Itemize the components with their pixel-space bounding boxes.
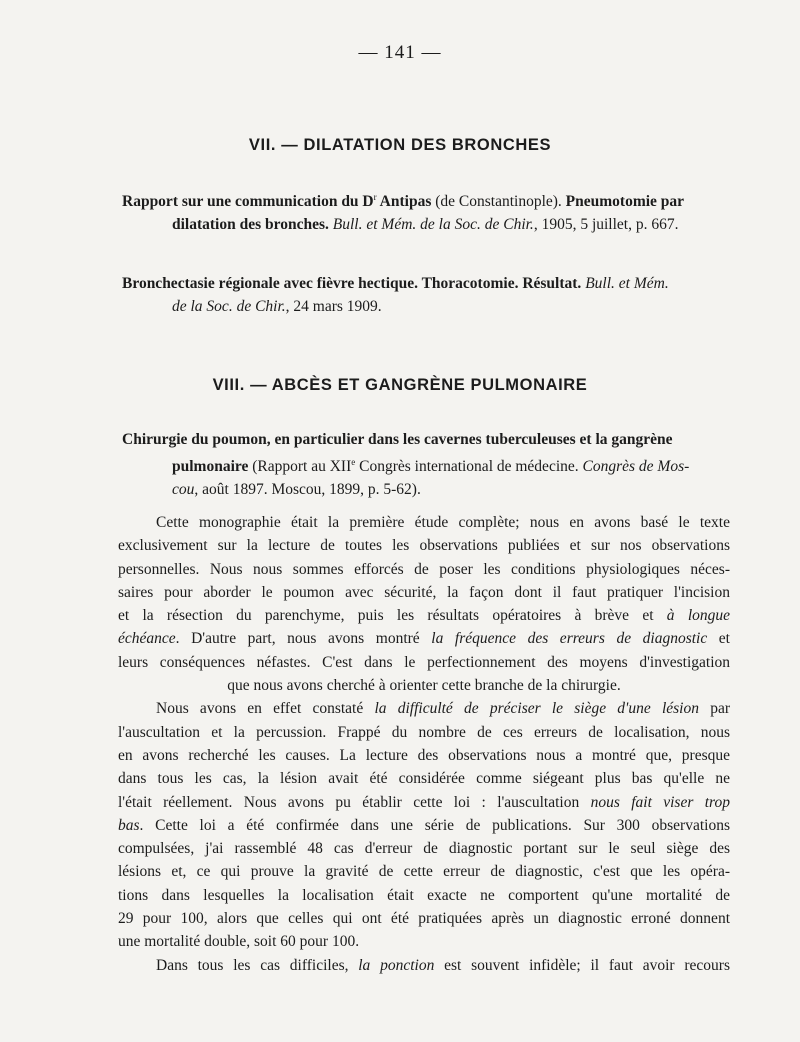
paragraph-line <box>118 954 730 977</box>
paragraph-line: 29 pour 100, alors que celles qui ont été pratiquées après un diagnostic erroné donnent <box>118 910 730 928</box>
paragraph-line: lésions et, ce qui prouve la gravité de cette erreur de diagnostic, c'est que les opéra- <box>118 863 730 881</box>
reference-antipas <box>122 186 732 236</box>
emphasis: la fréquence des erreurs de diagnostic <box>431 630 708 648</box>
text-run: Dans tous les cas difficiles, <box>156 956 359 974</box>
paragraph-line: en avons recherché les causes. La lecture des observations nous a montré que, presque <box>118 746 730 764</box>
paragraph-line <box>118 697 730 720</box>
ref-journal: cou <box>172 481 195 498</box>
paragraph-line: compulsées, j'ai rassemblé 48 cas d'erreur de diagnostic portant sur le seul siège des <box>118 840 730 858</box>
text-run: Nous avons en effet constaté <box>156 700 375 718</box>
ref-note: Congrès international de médecine. <box>355 458 579 475</box>
paragraph-line: que nous avons cherché à orienter cette branche de la chirurgie. <box>227 677 621 695</box>
paragraph-line: l'auscultation et la percussion. Frappé du nombre de ces erreurs de localisation, nous <box>118 723 730 741</box>
ref-date: , août 1897. Moscou, 1899, p. 5-62). <box>194 481 421 498</box>
paragraph-line: dans tous les cas, la lésion avait été considérée comme siégeant plus bas qu'elle ne <box>118 770 730 788</box>
section-heading-vii: VII. — DILATATION DES BRONCHES <box>248 136 552 154</box>
paragraph-line <box>118 627 730 650</box>
reference-line <box>122 186 732 213</box>
reference-line <box>122 478 732 501</box>
paragraph-line <box>118 604 730 627</box>
emphasis: bas <box>118 816 140 834</box>
paragraph-line: leurs conséquences néfastes. C'est dans le perfectionnement des moyens d'investigation <box>118 653 730 671</box>
body-text <box>118 511 730 977</box>
section-heading-viii: VIII. — ABCÈS ET GANGRÈNE PULMONAIRE <box>212 376 588 394</box>
reference-chirurgie-poumon <box>122 428 732 501</box>
paragraph-line <box>118 814 730 837</box>
ref-author: Antipas <box>376 193 436 210</box>
ref-journal: Congrès de Mos- <box>578 458 690 475</box>
text-run: est souvent infidèle; il faut avoir recours <box>434 956 730 974</box>
paragraph-line: saires pour aborder le poumon avec sécurité, la façon dont il faut pratiquer l'incision <box>118 583 730 601</box>
reference-bronchectasie <box>122 272 732 318</box>
ref-title: Pneumotomie par <box>561 193 685 210</box>
paragraph-line <box>118 791 730 814</box>
text-run: l'était réellement. Nous avons pu établir cette loi : l'auscultation <box>118 793 591 811</box>
page-number: — 141 — <box>358 42 442 63</box>
emphasis: la ponction <box>358 956 435 974</box>
ref-journal: de la Soc. de Chir. <box>172 298 286 315</box>
ref-date: , 24 mars 1909. <box>285 298 382 315</box>
reference-line <box>122 295 732 318</box>
paragraph-line: tions dans lesquelles la localisation était exacte ne comportent qu'une mortalité de <box>118 886 730 904</box>
ref-title: dilatation des bronches. <box>172 216 329 233</box>
ref-title: Chirurgie du poumon, en particulier dans les cavernes tuberculeuses et la gangrène <box>122 431 673 448</box>
text-run: . Cette loi a été confirmée dans une série de publications. Sur 300 observations <box>139 816 730 834</box>
ref-origin: (de Constantinople). <box>435 193 562 210</box>
paragraph-line: Cette monographie était la première étude complète; nous en avons basé le texte <box>156 514 730 531</box>
text-run: et <box>707 630 730 648</box>
ref-date: , 1905, 5 juillet, p. 667. <box>533 216 679 233</box>
paragraph-line: une mortalité double, soit 60 pour 100. <box>118 933 360 951</box>
ref-journal: Bull. et Mém. <box>581 275 669 292</box>
emphasis: échéance <box>118 630 176 648</box>
paragraph-line: exclusivement sur la lecture de toutes les observations publiées et sur nos observations <box>118 537 730 555</box>
ref-title: Bronchectasie régionale avec fièvre hectique. Thoracotomie. Résultat. <box>122 275 582 292</box>
ref-title: pulmonaire <box>172 458 249 475</box>
text-run: par <box>699 700 730 718</box>
emphasis: à longue <box>666 607 731 625</box>
text-run: . D'autre part, nous avons montré <box>175 630 432 648</box>
reference-line <box>122 451 732 478</box>
paragraph-line: personnelles. Nous nous sommes efforcés de poser les conditions physiologiques néces- <box>118 560 730 578</box>
reference-line <box>122 428 732 451</box>
text-run: et la résection du parenchyme, puis les résultats opératoires à brève et <box>118 607 667 625</box>
ref-note: (Rapport au XII <box>248 458 352 475</box>
reference-line <box>122 213 732 236</box>
ref-sup: r <box>373 192 377 202</box>
ref-sup: e <box>351 457 356 467</box>
emphasis: nous fait viser trop <box>590 793 730 811</box>
ref-journal: Bull. et Mém. de la Soc. de Chir. <box>328 216 534 233</box>
reference-line <box>122 272 732 295</box>
emphasis: la difficulté de préciser le siège d'une lésion <box>374 700 699 718</box>
ref-text: Rapport sur une communication du D <box>122 193 374 210</box>
